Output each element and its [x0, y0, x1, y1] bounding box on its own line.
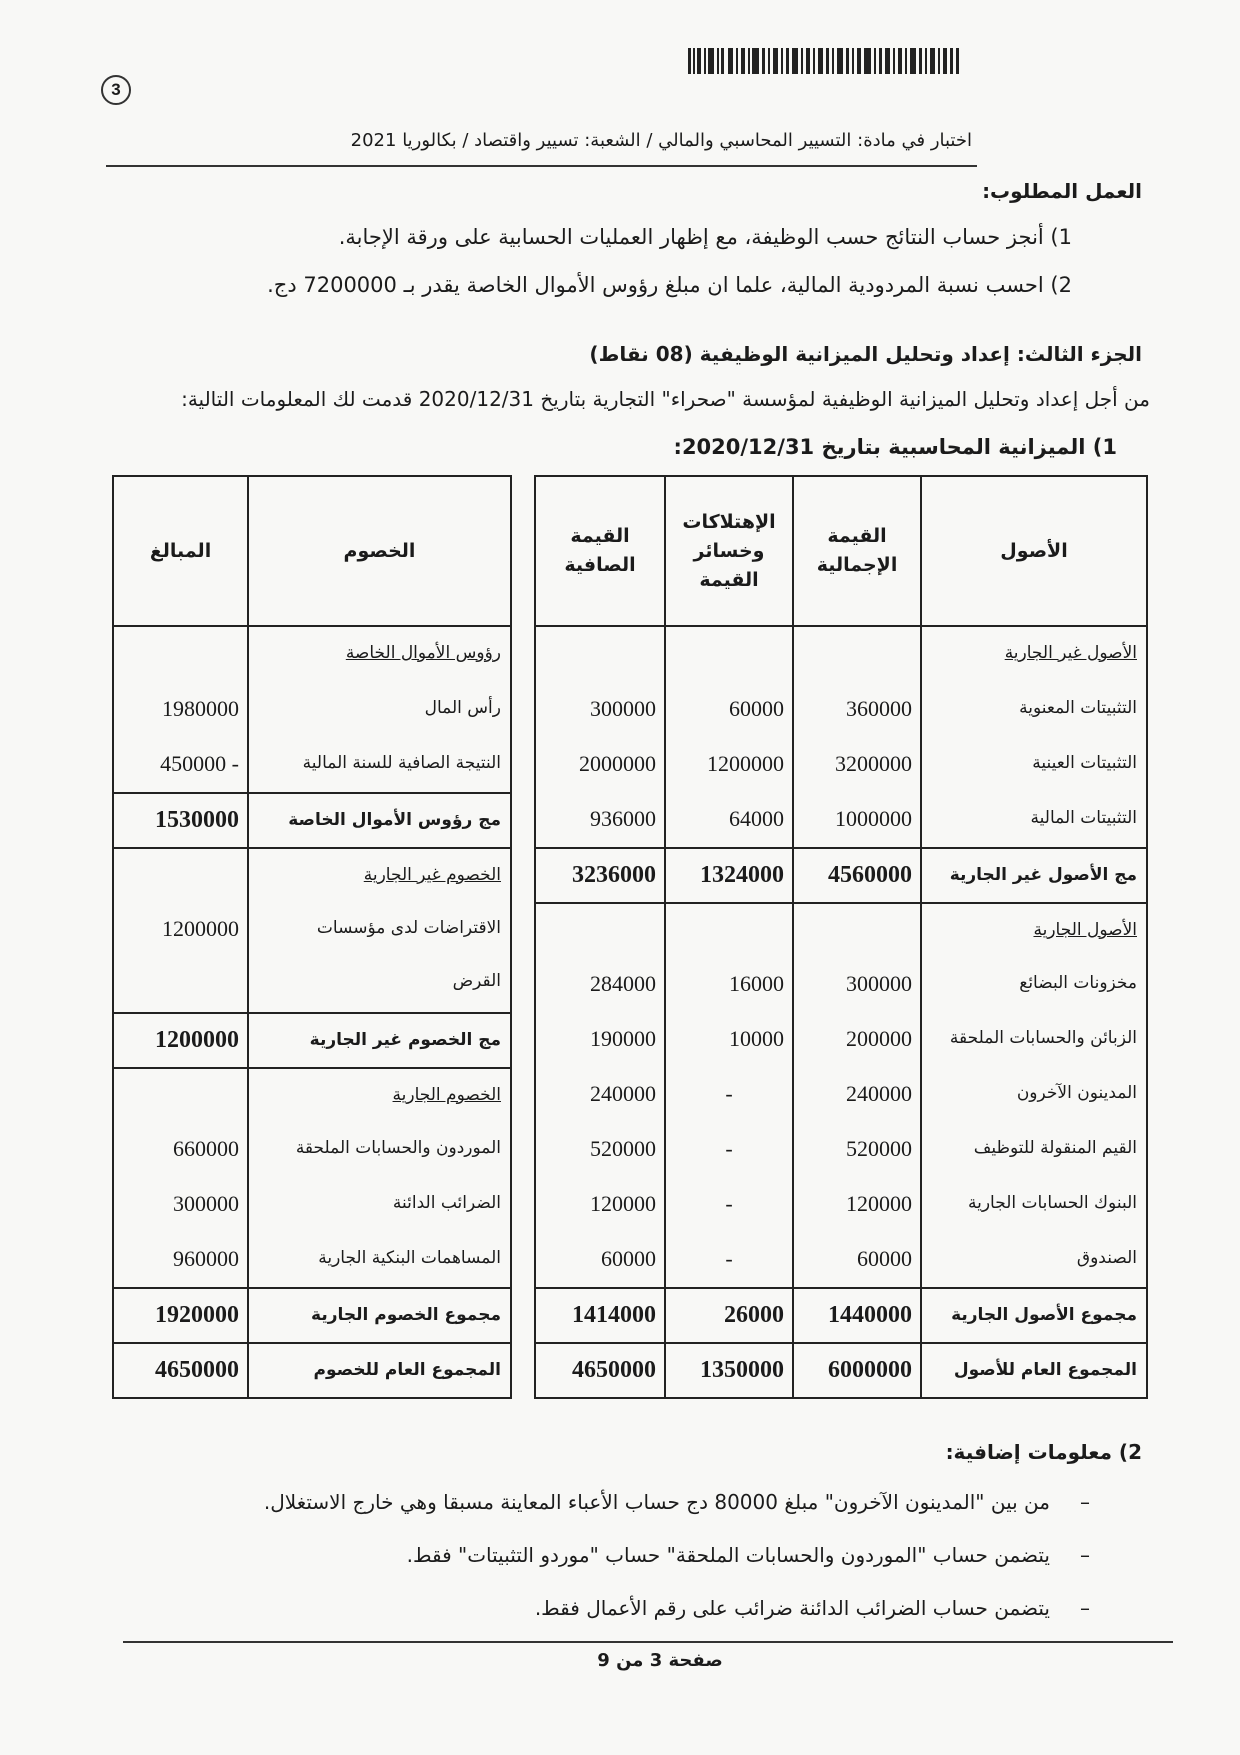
- assets-table: [534, 475, 1148, 1399]
- assets-row: [536, 1012, 1146, 1067]
- liabilities-amount-value: 660000: [173, 1136, 239, 1161]
- assets-row: [536, 792, 1146, 847]
- assets-gross-value: 520000: [792, 1122, 920, 1177]
- assets-net-value: 2000000: [579, 751, 656, 776]
- liabilities-amount-value: [114, 1069, 247, 1122]
- assets-net-value: 284000: [590, 971, 656, 996]
- liabilities-label-cell: الموردون والحسابات الملحقة: [247, 1122, 510, 1177]
- additional-info-item: – من بين "المدينون الآخرون" مبلغ 80000 دج حساب الأعباء المعاينة مسبقا وهي خارج الاستغلال.: [264, 1487, 1090, 1517]
- assets-label-cell: الزبائن والحسابات الملحقة: [920, 1012, 1146, 1067]
- assets-header-depreciation: الإهتلاكات وخسائر القيمة: [664, 477, 792, 625]
- liabilities-section-row: [114, 847, 510, 902]
- liabilities-label-cell: المجموع العام للخصوم: [247, 1344, 510, 1397]
- liabilities-amount-value: 300000: [173, 1191, 239, 1216]
- liabilities-amount-value: [114, 849, 247, 902]
- assets-gross-value: [792, 904, 920, 957]
- liabilities-table-body: [114, 627, 510, 1397]
- assets-depreciation-value: -: [664, 1122, 792, 1177]
- liabilities-amount-value: 4650000: [155, 1357, 239, 1383]
- liabilities-total-row: [114, 792, 510, 847]
- liabilities-label-cell: المساهمات البنكية الجارية: [247, 1232, 510, 1287]
- assets-gross-value: 4560000: [792, 849, 920, 902]
- assets-depreciation-value: 64000: [664, 792, 792, 847]
- assets-depreciation-value: 10000: [664, 1012, 792, 1067]
- assets-label-cell: البنوك الحسابات الجارية: [920, 1177, 1146, 1232]
- barcode: [688, 48, 960, 80]
- assets-section-row: [536, 627, 1146, 682]
- assets-net-value: 300000: [590, 696, 656, 721]
- liabilities-amount-value: 1200000: [162, 916, 239, 941]
- liabilities-section-row: [114, 627, 510, 682]
- assets-gross-value: 240000: [792, 1067, 920, 1122]
- assets-header-net: القيمة الصافية: [564, 525, 636, 576]
- assets-label-cell: التثبيتات العينية: [920, 737, 1146, 792]
- liabilities-row: [114, 682, 510, 737]
- part3-intro: من أجل إعداد وتحليل الميزانية الوظيفية لمؤسسة "صحراء" التجارية بتاريخ 2020/12/31 قدمت لك المعلومات التالية:: [181, 387, 1150, 411]
- assets-gross-value: 300000: [792, 957, 920, 1012]
- assets-label-cell: الأصول غير الجارية: [920, 627, 1146, 682]
- liabilities-row: [114, 1122, 510, 1177]
- liabilities-amount-value: 1200000: [155, 1027, 239, 1053]
- liabilities-amount-value: 1530000: [155, 807, 239, 833]
- assets-gross-value: [792, 627, 920, 682]
- assets-label-cell: الصندوق: [920, 1232, 1146, 1287]
- assets-header-label: الأصول: [920, 477, 1146, 625]
- assets-section-row: [536, 902, 1146, 957]
- assets-label-cell: التثبيتات المالية: [920, 792, 1146, 847]
- liabilities-label-cell: الخصوم الجارية: [247, 1069, 510, 1122]
- assets-row: [536, 957, 1146, 1012]
- page-marker-circle: 3: [101, 75, 131, 105]
- assets-net-value: [536, 904, 664, 957]
- assets-row: [536, 737, 1146, 792]
- liabilities-total-row: [114, 1012, 510, 1067]
- liabilities-label-cell: رؤوس الأموال الخاصة: [247, 627, 510, 682]
- liabilities-row: [114, 1232, 510, 1287]
- assets-net-value: 4650000: [572, 1357, 656, 1383]
- footer-divider: [123, 1641, 1173, 1643]
- assets-label-cell: المدينون الآخرون: [920, 1067, 1146, 1122]
- page-number: صفحة 3 من 9: [597, 1650, 723, 1671]
- assets-row: [536, 1067, 1146, 1122]
- liabilities-table-header: [114, 477, 510, 627]
- liabilities-amount-value: [114, 627, 247, 682]
- assets-header-gross: القيمة الإجمالية: [792, 477, 920, 625]
- liabilities-table: [112, 475, 512, 1399]
- assets-label-cell: القيم المنقولة للتوظيف: [920, 1122, 1146, 1177]
- assets-gross-value: 120000: [792, 1177, 920, 1232]
- assets-gross-value: 200000: [792, 1012, 920, 1067]
- assets-row: [536, 1232, 1146, 1287]
- assets-depreciation-value: -: [664, 1067, 792, 1122]
- liabilities-amount-value: 450000 -: [160, 751, 239, 776]
- assets-label-cell: المجموع العام للأصول: [920, 1344, 1146, 1397]
- liabilities-label-cell: الاقتراضات لدى مؤسسات القرض: [247, 902, 510, 1012]
- assets-label-cell: مخزونات البضائع: [920, 957, 1146, 1012]
- assets-label-cell: التثبيتات المعنوية: [920, 682, 1146, 737]
- assets-total-row: [536, 1342, 1146, 1397]
- assets-depreciation-value: 1350000: [664, 1344, 792, 1397]
- required-work-item: 1) أنجز حساب النتائج حسب الوظيفة، مع إظهار العمليات الحسابية على ورقة الإجابة.: [338, 225, 1072, 249]
- assets-label-cell: مج الأصول غير الجارية: [920, 849, 1146, 902]
- assets-depreciation-value: -: [664, 1177, 792, 1232]
- liabilities-label-cell: رأس المال: [247, 682, 510, 737]
- assets-net-value: 936000: [590, 806, 656, 831]
- assets-table-body: [536, 627, 1146, 1397]
- assets-gross-value: 360000: [792, 682, 920, 737]
- liabilities-amount-value: 1920000: [155, 1302, 239, 1328]
- liabilities-row: [114, 1177, 510, 1232]
- assets-net-value: [536, 627, 664, 682]
- assets-gross-value: 3200000: [792, 737, 920, 792]
- header-divider: [106, 165, 977, 167]
- assets-row: [536, 682, 1146, 737]
- assets-net-value: 190000: [590, 1026, 656, 1051]
- liabilities-label-cell: مج الخصوم غير الجارية: [247, 1014, 510, 1067]
- liabilities-row: [114, 902, 510, 1012]
- assets-depreciation-value: 1200000: [664, 737, 792, 792]
- liabilities-label-cell: مجموع الخصوم الجارية: [247, 1289, 510, 1342]
- assets-label-cell: الأصول الجارية: [920, 904, 1146, 957]
- assets-depreciation-value: -: [664, 1232, 792, 1287]
- liabilities-row: [114, 737, 510, 792]
- liabilities-label-cell: النتيجة الصافية للسنة المالية: [247, 737, 510, 792]
- assets-depreciation-value: [664, 904, 792, 957]
- required-work-heading: العمل المطلوب:: [982, 179, 1142, 203]
- assets-gross-value: 60000: [792, 1232, 920, 1287]
- assets-net-value: 240000: [590, 1081, 656, 1106]
- assets-gross-value: 1440000: [792, 1289, 920, 1342]
- assets-total-row: [536, 847, 1146, 902]
- additional-info-item: – يتضمن حساب الضرائب الدائنة ضرائب على رقم الأعمال فقط.: [535, 1593, 1090, 1623]
- part3-heading: الجزء الثالث: إعداد وتحليل الميزانية الوظيفية (08 نقاط): [589, 342, 1142, 366]
- assets-depreciation-value: 1324000: [664, 849, 792, 902]
- assets-gross-value: 6000000: [792, 1344, 920, 1397]
- liabilities-label-cell: الخصوم غير الجارية: [247, 849, 510, 902]
- assets-net-value: 120000: [590, 1191, 656, 1216]
- exam-header-title: اختبار في مادة: التسيير المحاسبي والمالي / الشعبة: تسيير واقتصاد / بكالوريا 2021: [350, 130, 972, 151]
- additional-info-heading: 2) معلومات إضافية:: [945, 1440, 1142, 1464]
- assets-table-header: [536, 477, 1146, 627]
- required-work-item: 2) احسب نسبة المردودية المالية، علما ان مبلغ رؤوس الأموال الخاصة يقدر بـ 7200000 دج.: [267, 273, 1072, 297]
- liabilities-label-cell: مج رؤوس الأموال الخاصة: [247, 794, 510, 847]
- assets-net-value: 60000: [601, 1246, 656, 1271]
- liabilities-total-row: [114, 1287, 510, 1342]
- assets-net-value: 1414000: [572, 1302, 656, 1328]
- assets-depreciation-value: 16000: [664, 957, 792, 1012]
- liabilities-amount-value: 960000: [173, 1246, 239, 1271]
- assets-depreciation-value: 26000: [664, 1289, 792, 1342]
- liabilities-section-row: [114, 1067, 510, 1122]
- liabilities-total-row: [114, 1342, 510, 1397]
- assets-row: [536, 1122, 1146, 1177]
- liabilities-header-amount: المبالغ: [149, 539, 212, 562]
- liabilities-header-label: الخصوم: [247, 477, 510, 625]
- assets-depreciation-value: 60000: [664, 682, 792, 737]
- assets-row: [536, 1177, 1146, 1232]
- assets-total-row: [536, 1287, 1146, 1342]
- assets-depreciation-value: [664, 627, 792, 682]
- liabilities-label-cell: الضرائب الدائنة: [247, 1177, 510, 1232]
- assets-gross-value: 1000000: [792, 792, 920, 847]
- assets-net-value: 520000: [590, 1136, 656, 1161]
- assets-label-cell: مجموع الأصول الجارية: [920, 1289, 1146, 1342]
- assets-net-value: 3236000: [572, 862, 656, 888]
- liabilities-amount-value: 1980000: [162, 696, 239, 721]
- balance-sheet-title: 1) الميزانية المحاسبية بتاريخ 2020/12/31:: [673, 435, 1117, 459]
- additional-info-item: – يتضمن حساب "الموردون والحسابات الملحقة" حساب "موردو التثبيتات" فقط.: [407, 1540, 1090, 1570]
